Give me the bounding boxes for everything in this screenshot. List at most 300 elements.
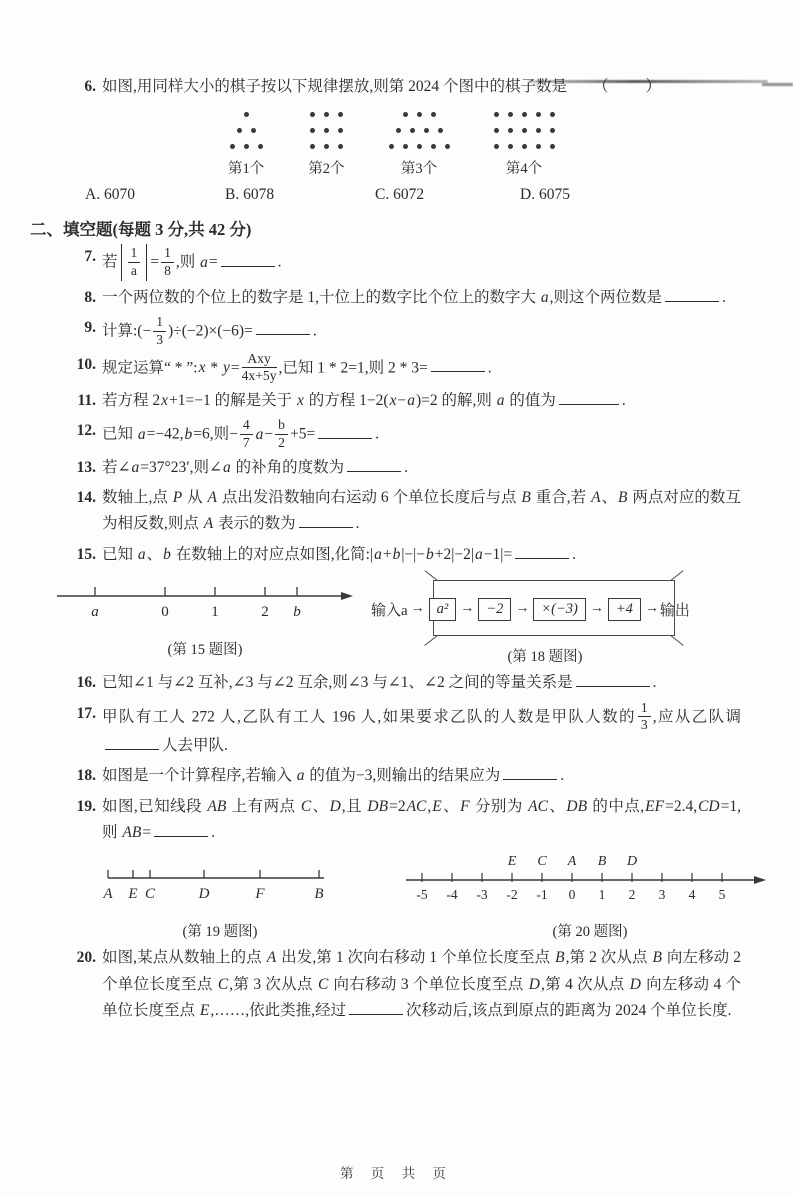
question-number: 8.: [84, 288, 96, 306]
dot: [494, 112, 499, 117]
choice-options: [85, 186, 793, 204]
question-12: [76, 417, 741, 451]
fraction: [128, 246, 141, 278]
math-variable: AB: [207, 797, 227, 815]
text-run: 次移动后,该点到原点的距离为 2024 个单位长度.: [406, 1002, 732, 1019]
program-step-times-neg3: ×(−3): [533, 598, 585, 621]
point-label-C: C: [537, 854, 547, 870]
dot: [417, 112, 422, 117]
option-c: C. 6072: [375, 186, 425, 204]
option-a: A. 6070: [85, 186, 135, 204]
math-variable: a: [374, 545, 382, 563]
math-variable: D: [528, 975, 540, 993]
point-label-B: B: [597, 854, 607, 870]
dot: [338, 112, 343, 117]
point-label-D: D: [198, 886, 210, 903]
answer-blank: [431, 357, 485, 372]
program-input-label: 输入a: [371, 602, 408, 619]
dot: [310, 112, 315, 117]
text-run: 计算:(−: [102, 322, 152, 340]
math-variable: y: [222, 358, 230, 376]
text-run: .: [722, 288, 726, 306]
figure-19-caption: (第 19 题图): [182, 924, 258, 941]
dot: [550, 144, 555, 149]
math-variable: D: [329, 797, 341, 815]
scan-artifact-mark: [762, 83, 793, 86]
math-variable: AB: [122, 823, 142, 841]
math-variable: B: [521, 489, 531, 507]
text-run: 上有两点: [227, 797, 300, 815]
fraction: [638, 701, 651, 733]
text-run: 向左移动 2 个单位长度至点: [102, 949, 741, 993]
text-run: .: [572, 545, 576, 563]
section-title: 二、填空题(每题 3 分,共 42 分): [30, 220, 252, 240]
dot: [494, 128, 499, 133]
figure-18-block: [371, 576, 719, 666]
math-variable: E: [432, 797, 442, 815]
text-run: 人去甲队.: [162, 736, 228, 754]
text-run: 向左移动 4 个单位长度至点: [102, 975, 741, 1019]
figure-18-caption: (第 18 题图): [507, 649, 583, 666]
text-run: 两点对应的数互为相反数,则点: [102, 489, 741, 533]
answer-blank: [347, 457, 401, 472]
text-run: 在数轴上的对应点如图,化简:|: [171, 545, 374, 563]
dot-pattern-figures: [228, 106, 793, 178]
answer-blank: [299, 513, 353, 528]
dot: [237, 128, 242, 133]
answer-blank: [559, 390, 619, 405]
text-run: .: [560, 767, 565, 785]
dot-figure-label: 第4个: [505, 161, 543, 178]
question-number: 13.: [76, 458, 96, 476]
fraction: [161, 246, 174, 278]
absolute-value-expression: [121, 244, 148, 280]
text-run: 如图是一个计算程序,若输入: [102, 767, 296, 785]
calculation-program-figure: [371, 576, 719, 642]
axis-tick--4: -4: [446, 887, 458, 903]
math-variable: C: [217, 975, 229, 993]
axis-tick--3: -3: [476, 887, 488, 903]
numberline-20-figure: [404, 850, 776, 912]
fraction-numerator: 4: [240, 418, 253, 435]
text-run: .: [211, 823, 215, 841]
arrow-icon: →: [644, 601, 659, 617]
dot: [550, 128, 555, 133]
dot-row: [494, 138, 555, 154]
dot: [244, 112, 249, 117]
dot: [324, 128, 329, 133]
dot: [508, 128, 513, 133]
dot-row: [389, 138, 450, 154]
dot: [431, 112, 436, 117]
text-run: ,应从乙队调: [652, 707, 741, 725]
math-variable: F: [460, 797, 470, 815]
tick-label-2: 2: [261, 604, 269, 621]
arrow-icon: →: [460, 601, 475, 617]
text-run: 从: [183, 489, 207, 507]
figure-15-caption: (第 15 题图): [167, 642, 243, 659]
text-run: ,……,依此类推,经过: [210, 1002, 346, 1019]
axis-tick-0: 0: [568, 887, 576, 903]
dot-row: [389, 122, 450, 138]
text-run: −: [397, 392, 407, 409]
dot: [338, 144, 343, 149]
dot-figure-label: 第1个: [228, 161, 265, 178]
fraction: [242, 352, 277, 384]
text-run: ,已知 1 * 2=1,则 2 * 3=: [278, 358, 428, 376]
axis-tick-2: 2: [628, 887, 636, 903]
question-number: 7.: [84, 248, 96, 266]
program-step-square: a²: [429, 598, 457, 621]
dot: [424, 128, 429, 133]
text-run: .: [277, 253, 282, 271]
numberline-15-figure: [55, 576, 355, 630]
dot: [508, 112, 513, 117]
answer-blank: [576, 672, 650, 687]
question-text: 如图,用同样大小的棋子按以下规律摆放,则第 2024 个图中的棋子数是: [102, 78, 568, 95]
dot-row: [230, 138, 263, 154]
text-run: =6,则−: [193, 425, 238, 443]
axis-tick-3: 3: [658, 887, 666, 903]
point-label-A: A: [567, 854, 577, 870]
text-run: =: [208, 253, 218, 271]
question-list-2: [0, 670, 793, 846]
math-variable: a: [137, 545, 146, 563]
text-run: 向右移动 3 个单位长度至点: [329, 975, 528, 993]
text-run: 出发,第 1 次向右移动 1 个单位长度至点: [277, 949, 555, 967]
dot: [417, 144, 422, 149]
text-run: +: [382, 545, 392, 563]
figure-row-2: [100, 850, 793, 941]
dot: [403, 144, 408, 149]
fraction-numerator: Axy: [242, 352, 277, 369]
math-variable: AC: [406, 797, 427, 815]
dot-row: [310, 138, 343, 154]
dot-figure: [308, 106, 344, 178]
math-variable: A: [591, 489, 601, 507]
answer-blank: [105, 735, 159, 750]
text-run: 一个两位数的个位上的数字是 1,十位上的数字比个位上的数字大: [102, 288, 540, 306]
dot: [550, 112, 555, 117]
arrow-icon: →: [589, 601, 604, 617]
answer-blank: [318, 424, 372, 439]
text-run: 数轴上,点: [102, 489, 172, 507]
math-variable: A: [203, 515, 214, 533]
text-run: *: [206, 358, 222, 376]
question-list-1: [0, 244, 793, 568]
tick-label-1: 1: [211, 604, 219, 621]
math-variable: a: [131, 458, 140, 476]
math-variable: CD: [698, 797, 720, 815]
text-run: .: [487, 358, 492, 376]
dot-row: [494, 106, 555, 122]
math-variable: E: [199, 1002, 210, 1019]
dot: [438, 128, 443, 133]
text-run: 如图,已知线段: [102, 797, 207, 815]
fraction-denominator: 2: [278, 435, 285, 451]
answer-blank: [503, 765, 557, 780]
question-number: 12.: [76, 422, 96, 440]
text-run: =2.4,: [665, 797, 698, 815]
tick-label-b: b: [293, 604, 301, 621]
question-number: 20.: [76, 949, 96, 967]
tick-label-a: a: [91, 604, 99, 621]
text-run: =: [230, 358, 240, 376]
question-17: [76, 699, 741, 760]
dot: [310, 128, 315, 133]
axis-arrow-icon: [341, 592, 353, 600]
math-variable: a: [296, 767, 305, 785]
figure-15-block: [55, 576, 355, 659]
fraction-numerator: 1: [161, 246, 174, 263]
math-variable: b: [426, 545, 434, 563]
figure-row-1: [55, 576, 793, 666]
text-run: 的补角的度数为: [231, 458, 345, 476]
text-run: ,第 3 次从点: [229, 975, 317, 993]
math-variable: AC: [528, 797, 548, 815]
program-output-label: 输出: [659, 602, 690, 619]
answer-blank: [665, 287, 719, 302]
figure-20-caption: (第 20 题图): [552, 924, 628, 941]
math-variable: x: [389, 392, 397, 409]
dot: [536, 112, 541, 117]
dot: [522, 112, 527, 117]
question-11: [77, 388, 741, 414]
math-variable: a: [200, 253, 208, 271]
math-variable: A: [266, 949, 277, 967]
question-6: [84, 74, 741, 100]
question-19: [76, 794, 741, 847]
dot-figure-label: 第2个: [308, 161, 345, 178]
text-run: .: [404, 458, 408, 476]
math-variable: a: [407, 392, 415, 409]
dot: [431, 144, 436, 149]
text-run: 已知: [102, 425, 137, 443]
math-variable: C: [300, 797, 312, 815]
question-7: [84, 244, 741, 280]
text-run: ,且: [341, 797, 367, 815]
text-run: 若∠: [102, 458, 131, 476]
fraction: [240, 418, 253, 450]
math-variable: B: [618, 489, 628, 507]
dot-row: [230, 106, 263, 122]
axis-tick-1: 1: [598, 887, 606, 903]
text-run: .: [621, 392, 626, 409]
point-label-A: A: [103, 886, 113, 903]
frame-notch-icon: [424, 570, 437, 581]
text-run: 的值为−3,则输出的结果应为: [305, 767, 501, 785]
question-list-3: [0, 945, 793, 1024]
frame-notch-icon: [670, 570, 683, 581]
exam-page: [0, 74, 793, 1196]
fraction-numerator: b: [275, 418, 288, 435]
answer-brackets: （ ）: [593, 78, 664, 95]
math-variable: B: [555, 949, 565, 967]
option-b: B. 6078: [225, 186, 275, 204]
answer-blank: [154, 822, 208, 837]
arrow-icon: →: [515, 601, 530, 617]
dot-rows: [494, 106, 555, 154]
math-variable: x: [297, 392, 304, 409]
point-label-D: D: [626, 854, 638, 870]
text-run: |−|−: [401, 545, 426, 563]
text-run: =37°23′,则∠: [140, 458, 222, 476]
question-10: [76, 350, 741, 384]
point-label-F: F: [255, 886, 265, 903]
text-run: +5=: [289, 425, 316, 443]
math-variable: DB: [367, 797, 389, 815]
text-run: ,则这个两位数是: [549, 288, 663, 306]
axis-tick--2: -2: [506, 887, 518, 903]
math-variable: x: [198, 358, 206, 376]
fraction-denominator: 4x+5y: [241, 368, 277, 384]
question-number: 15.: [76, 545, 96, 563]
answer-blank: [515, 544, 569, 559]
option-d: D. 6075: [520, 186, 570, 204]
question-13: [76, 455, 741, 481]
dot: [536, 128, 541, 133]
dot: [324, 112, 329, 117]
answer-blank: [256, 320, 310, 335]
fraction-numerator: 1: [128, 246, 141, 263]
text-run: ,: [427, 797, 432, 815]
text-run: +2|−2|: [434, 545, 474, 563]
dot-figure: [494, 106, 555, 178]
fraction: [275, 418, 288, 450]
dot: [522, 128, 527, 133]
answer-blank: [221, 252, 275, 267]
question-number: 14.: [76, 489, 96, 507]
text-run: )=2 的解,则: [415, 392, 496, 409]
math-variable: EF: [645, 797, 665, 815]
text-run: .: [355, 515, 360, 533]
text-run: 重合,若: [531, 489, 591, 507]
text-run: 规定运算“ * ”:: [102, 358, 198, 376]
fraction-denominator: 8: [164, 263, 171, 279]
dot-figure-label: 第3个: [400, 161, 438, 178]
question-9: [84, 314, 741, 347]
text-run: =: [150, 253, 160, 271]
tick-label-0: 0: [161, 604, 169, 621]
question-15: [76, 542, 741, 568]
dot-rows: [389, 106, 450, 154]
text-run: +1=−1 的解是关于: [169, 392, 297, 409]
page-footer: 第 页 共 页: [339, 1166, 454, 1181]
question-number: 9.: [84, 319, 96, 337]
question-20: [76, 945, 741, 1024]
dot-rows: [310, 106, 343, 154]
question-number: 6.: [84, 78, 96, 95]
dot-row: [310, 106, 343, 122]
dot-rows: [230, 106, 263, 154]
segment-19-figure: [100, 862, 332, 912]
text-run: .: [312, 322, 317, 340]
text-run: 若方程 2: [102, 392, 161, 409]
text-run: 、: [442, 797, 460, 815]
text-run: 、: [601, 489, 618, 507]
text-run: −1|=: [483, 545, 513, 563]
text-run: 点出发沿数轴向右运动 6 个单位长度后与点: [218, 489, 521, 507]
arrow-icon: →: [410, 601, 425, 617]
dot: [230, 144, 235, 149]
axis-tick-4: 4: [688, 887, 696, 903]
dot-row: [310, 122, 343, 138]
text-run: 表示的数为: [214, 515, 296, 533]
text-run: =2: [389, 797, 406, 815]
dot: [508, 144, 513, 149]
dot: [494, 144, 499, 149]
axis-tick--1: -1: [536, 887, 548, 903]
text-run: ,第 2 次从点: [565, 949, 652, 967]
dot: [338, 128, 343, 133]
text-run: .: [375, 425, 380, 443]
fraction: [153, 315, 166, 347]
text-run: 的中点,: [588, 797, 645, 815]
text-run: =−42,: [146, 425, 184, 443]
question-14: [76, 485, 741, 538]
math-variable: a: [540, 288, 549, 306]
text-run: 的值为: [505, 392, 556, 409]
dot: [310, 144, 315, 149]
axis-tick--5: -5: [416, 887, 428, 903]
math-variable: B: [652, 949, 662, 967]
dot-row: [389, 106, 450, 122]
math-variable: a: [474, 545, 483, 563]
question-16: [76, 670, 741, 696]
program-step-minus2: −2: [478, 598, 511, 621]
point-label-C: C: [144, 886, 156, 903]
math-variable: a: [255, 425, 264, 443]
text-run: 、: [548, 797, 566, 815]
math-variable: DB: [566, 797, 588, 815]
figure-19-block: [100, 862, 340, 941]
text-run: 分别为: [470, 797, 528, 815]
math-variable: b: [392, 545, 401, 563]
math-variable: A: [207, 489, 218, 507]
text-run: ,第 4 次从点: [540, 975, 629, 993]
dot: [445, 144, 450, 149]
math-variable: x: [161, 392, 169, 409]
point-label-E: E: [507, 854, 517, 870]
math-variable: a: [222, 458, 231, 476]
program-step-plus4: +4: [608, 598, 641, 621]
dot: [522, 144, 527, 149]
dot: [536, 144, 541, 149]
dot-figure: [228, 106, 264, 178]
math-variable: D: [629, 975, 641, 993]
text-run: .: [652, 674, 657, 692]
fraction-numerator: 1: [153, 315, 166, 332]
question-number: 16.: [76, 674, 96, 692]
fraction-denominator: 3: [640, 717, 648, 733]
dot-row: [230, 122, 263, 138]
question-number: 17.: [76, 704, 96, 722]
question-18: [76, 763, 741, 789]
math-variable: C: [317, 975, 329, 993]
math-variable: a: [137, 425, 146, 443]
text-run: 已知∠1 与∠2 互补,∠3 与∠2 互余,则∠3 与∠1、∠2 之间的等量关系是: [102, 674, 573, 692]
axis-arrow-icon: [754, 876, 766, 884]
text-run: 甲队有工人 272 人,乙队有工人 196 人,如果要求乙队的人数是甲队人数的: [102, 707, 636, 725]
dot: [251, 128, 256, 133]
dot: [258, 144, 263, 149]
axis-tick-5: 5: [718, 887, 726, 903]
dot: [403, 112, 408, 117]
dot: [244, 144, 249, 149]
dot-row: [494, 122, 555, 138]
question-8: [84, 285, 741, 311]
question-number: 18.: [76, 767, 96, 785]
